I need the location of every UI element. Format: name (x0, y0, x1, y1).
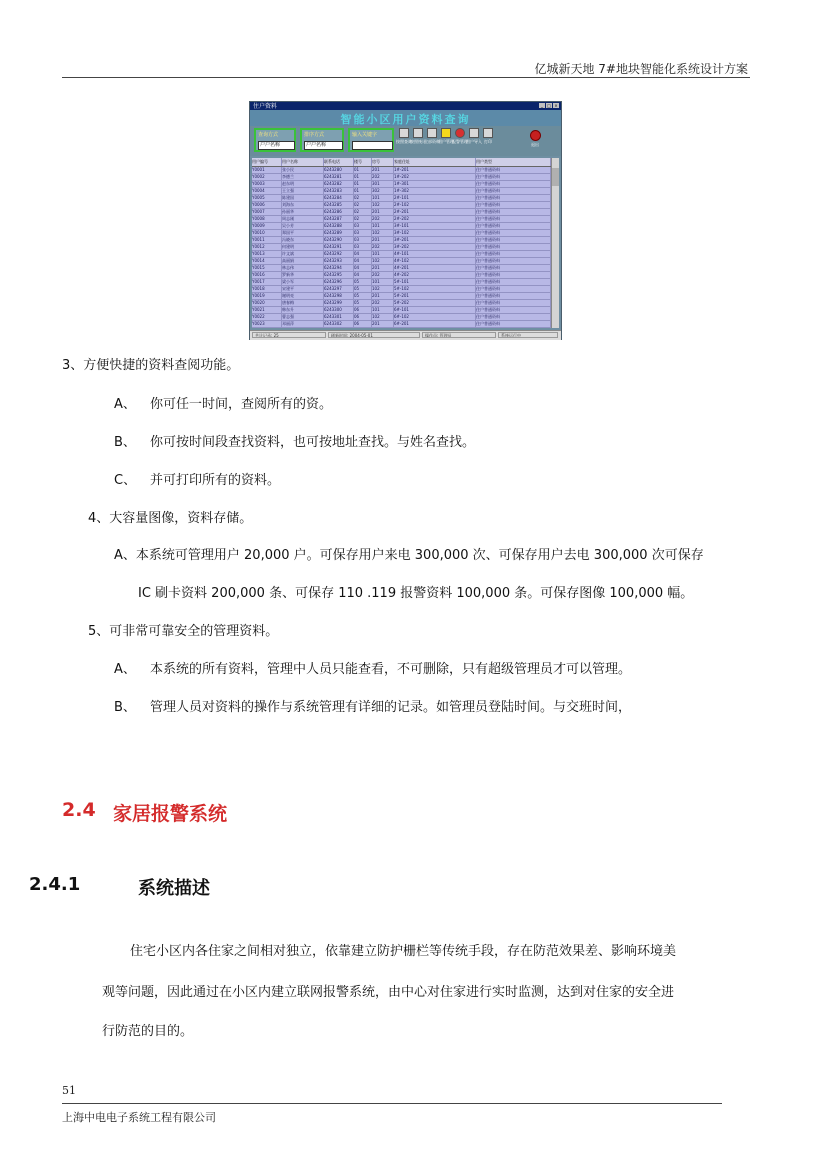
table-cell: 3#-101 (394, 223, 476, 229)
table-cell: 5#-202 (394, 300, 476, 306)
table-row (252, 223, 551, 230)
table-cell: 4#-101 (394, 251, 476, 257)
description-line-2: 观等问题，因此通过在小区内建立联网报警系统，由中心对住家进行实时监测，达到对住家的安全进 (102, 985, 675, 1000)
feature-item-3c-marker: C、 (114, 473, 137, 488)
feature-item-3b-marker: B、 (114, 435, 136, 450)
feature-item-4: 4、大容量图像，资料存储。 (88, 511, 253, 526)
grid-column-header: 家庭住址 (394, 158, 476, 166)
table-cell: 6243287 (324, 216, 354, 222)
table-cell: 住户普通资料 (476, 307, 551, 313)
table-cell: 202 (372, 244, 394, 250)
table-cell: 高丽娟 (282, 258, 324, 264)
app-status-bar (250, 330, 561, 340)
table-cell: 住户普通资料 (476, 174, 551, 180)
table-cell: 6243296 (324, 279, 354, 285)
table-cell: 201 (372, 209, 394, 215)
table-cell: 101 (372, 279, 394, 285)
table-row (252, 314, 551, 321)
description-line-1: 住宅小区内各住家之间相对独立，依靠建立防护栅栏等传统手段，存在防范效果差、影响环境美 (130, 944, 677, 959)
table-cell: 6243284 (324, 195, 354, 201)
table-cell: 05 (354, 286, 372, 292)
table-cell: 03 (354, 230, 372, 236)
table-cell: 301 (372, 181, 394, 187)
table-cell: 周志刚 (282, 216, 324, 222)
feature-item-3b: 你可按时间段查找资料，也可按地址查找。与姓名查找。 (150, 435, 476, 450)
table-cell: 李德兰 (282, 174, 324, 180)
table-cell: 4#-202 (394, 272, 476, 278)
table-cell: 02 (354, 202, 372, 208)
table-cell: Y0014 (252, 258, 282, 264)
warning-icon (441, 128, 451, 138)
table-row (252, 251, 551, 258)
table-cell: 住户普通资料 (476, 216, 551, 222)
app-title-bar (250, 102, 561, 110)
sort-mode-select: 户户名称 (304, 141, 343, 150)
table-cell: 6243298 (324, 293, 354, 299)
table-cell: Y0016 (252, 272, 282, 278)
minimize-icon: _ (541, 103, 543, 108)
table-cell: 住户普通资料 (476, 244, 551, 250)
table-row (252, 174, 551, 181)
table-cell: 宋建平 (282, 286, 324, 292)
table-cell: 曹志强 (282, 314, 324, 320)
table-cell: Y0019 (252, 293, 282, 299)
grid-column-header: 用户编号 (252, 158, 282, 166)
feature-item-3a-marker: A、 (114, 397, 136, 412)
table-cell: 202 (372, 174, 394, 180)
table-cell: Y0022 (252, 314, 282, 320)
table-cell: 102 (372, 314, 394, 320)
table-cell: 2#-201 (394, 209, 476, 215)
feature-item-3a: 你可任一时间，查阅所有的资。 (150, 397, 333, 412)
table-cell: 6#-102 (394, 314, 476, 320)
exit-icon (530, 130, 541, 141)
table-cell: 6243283 (324, 188, 354, 194)
table-cell: Y0002 (252, 174, 282, 180)
table-cell: 住户普通资料 (476, 321, 551, 327)
table-cell: 罗新华 (282, 272, 324, 278)
table-cell: Y0018 (252, 286, 282, 292)
table-cell: 01 (354, 174, 372, 180)
table-cell: 5#-101 (394, 279, 476, 285)
table-cell: 04 (354, 265, 372, 271)
toolbar-button-5: 报警管理 (454, 128, 466, 150)
table-cell: 1#-202 (394, 174, 476, 180)
table-cell: 6243289 (324, 230, 354, 236)
grid-column-header: 联系电话 (324, 158, 354, 166)
query-mode-label: 查询方式 (258, 132, 279, 138)
table-cell: 05 (354, 279, 372, 285)
feature-item-3: 3、方便快捷的资料查阅功能。 (62, 358, 240, 373)
page-number: 51 (62, 1084, 76, 1097)
table-cell: 住户普通资料 (476, 237, 551, 243)
table-cell: 3#-202 (394, 244, 476, 250)
table-cell: 01 (354, 188, 372, 194)
table-cell: Y0005 (252, 195, 282, 201)
table-cell: Y0021 (252, 307, 282, 313)
description-line-3: 行防范的目的。 (102, 1024, 194, 1039)
table-cell: 1#-302 (394, 188, 476, 194)
table-cell: 住户普通资料 (476, 279, 551, 285)
table-cell: Y0006 (252, 202, 282, 208)
footer-company: 上海中电电子系统工程有限公司 (62, 1111, 216, 1124)
table-cell: 住户普通资料 (476, 167, 551, 173)
table-cell: 01 (354, 167, 372, 173)
table-cell: 6243300 (324, 307, 354, 313)
exit-button: 退出 (528, 130, 542, 150)
table-row (252, 307, 551, 314)
table-cell: 06 (354, 307, 372, 313)
table-cell: 06 (354, 321, 372, 327)
app-window-controls (539, 103, 559, 108)
keyword-group (348, 128, 394, 152)
scrollbar-thumb (552, 168, 559, 186)
table-cell: 住户普通资料 (476, 251, 551, 257)
table-cell: 住户普通资料 (476, 300, 551, 306)
table-cell: Y0009 (252, 223, 282, 229)
table-cell: 住户普通资料 (476, 293, 551, 299)
feature-item-5a-marker: A、 (114, 662, 136, 677)
document-icon (427, 128, 437, 138)
table-cell: Y0017 (252, 279, 282, 285)
table-cell: 6243292 (324, 251, 354, 257)
status-segment-3: 操作员: 管理员 (422, 332, 496, 338)
table-row (252, 293, 551, 300)
feature-item-5a: 本系统的所有资料，管理中人员只能查看，不可删除，只有超级管理员才可以管理。 (150, 662, 632, 677)
feature-item-3c: 并可打印所有的资料。 (150, 473, 281, 488)
table-cell: 02 (354, 195, 372, 201)
records-grid-header (252, 158, 551, 167)
table-cell: 住户普通资料 (476, 181, 551, 187)
table-cell: 1#-301 (394, 181, 476, 187)
stop-icon (455, 128, 465, 138)
table-cell: 6243286 (324, 209, 354, 215)
maximize-icon: □ (547, 103, 551, 108)
table-row (252, 258, 551, 265)
table-row (252, 279, 551, 286)
table-cell: 04 (354, 251, 372, 257)
table-row (252, 216, 551, 223)
table-cell: Y0010 (252, 230, 282, 236)
table-cell: Y0003 (252, 181, 282, 187)
table-row (252, 188, 551, 195)
table-cell: 孙丽华 (282, 209, 324, 215)
table-cell: Y0001 (252, 167, 282, 173)
subsection-title: 系统描述 (138, 878, 210, 899)
table-cell: 唐春梅 (282, 300, 324, 306)
table-cell: 202 (372, 300, 394, 306)
table-cell: 张小民 (282, 167, 324, 173)
table-cell: 4#-201 (394, 265, 476, 271)
table-cell: 6243301 (324, 314, 354, 320)
table-row (252, 209, 551, 216)
table-cell: 202 (372, 216, 394, 222)
grid-column-header: 楼号 (354, 158, 372, 166)
feature-item-4a-line1: A、本系统可管理用户 20,000 户。可保存用户来电 300,000 次、可保存用户去电 300,000 次可保存 (114, 548, 704, 563)
table-cell: 住户普通资料 (476, 258, 551, 264)
table-cell: 03 (354, 237, 372, 243)
table-row (252, 167, 551, 174)
table-cell: Y0011 (252, 237, 282, 243)
table-cell: Y0023 (252, 321, 282, 327)
table-row (252, 300, 551, 307)
table-cell: 许文斌 (282, 251, 324, 257)
toolbar-button-2: 按照统计 (412, 128, 424, 150)
table-cell: 王立强 (282, 188, 324, 194)
table-cell: 2#-202 (394, 216, 476, 222)
table-cell: Y0007 (252, 209, 282, 215)
table-cell: Y0015 (252, 265, 282, 271)
table-cell: 吴小芳 (282, 223, 324, 229)
table-cell: 住户普通资料 (476, 209, 551, 215)
app-window-title: 住户资料 (253, 103, 278, 110)
table-cell: 6243280 (324, 167, 354, 173)
table-cell: 住户普通资料 (476, 265, 551, 271)
print-icon (483, 128, 493, 138)
table-row (252, 265, 551, 272)
table-cell: 6243291 (324, 244, 354, 250)
table-cell: 101 (372, 223, 394, 229)
grid-column-header: 用户名称 (282, 158, 324, 166)
table-cell: 03 (354, 244, 372, 250)
table-cell: Y0013 (252, 251, 282, 257)
feature-item-5b: 管理人员对资料的操作与系统管理有详细的记录。如管理员登陆时间。与交班时间， (150, 700, 632, 715)
table-cell: 1#-201 (394, 167, 476, 173)
feature-item-4a-line2: IC 刷卡资料 200,000 条、可保存 110 .119 报警资料 100,000 条。可保存图像 100,000 幅。 (138, 586, 694, 601)
table-cell: 03 (354, 223, 372, 229)
header-divider (62, 77, 750, 78)
section-number: 2.4 (62, 799, 96, 821)
table-cell: 林志伟 (282, 265, 324, 271)
table-cell: 05 (354, 293, 372, 299)
table-cell: 2#-102 (394, 202, 476, 208)
status-segment-2: 刷新时间: 2004-05-01 (328, 332, 420, 338)
table-cell: 2#-101 (394, 195, 476, 201)
table-row (252, 272, 551, 279)
table-cell: 梁小军 (282, 279, 324, 285)
sort-mode-label: 排序方式 (304, 132, 325, 138)
resident-records-screenshot (249, 101, 562, 340)
feature-item-5b-marker: B、 (114, 700, 136, 715)
import-icon (469, 128, 479, 138)
table-cell: 何建明 (282, 244, 324, 250)
table-cell: 01 (354, 181, 372, 187)
table-cell: 邓丽萍 (282, 321, 324, 327)
app-toolbar (250, 126, 561, 156)
subsection-number: 2.4.1 (29, 874, 81, 895)
table-cell: 住户普通资料 (476, 230, 551, 236)
table-cell: 201 (372, 265, 394, 271)
table-cell: 6#-201 (394, 321, 476, 327)
table-row (252, 230, 551, 237)
table-cell: 5#-102 (394, 286, 476, 292)
status-segment-1: 共计记录: 25 (252, 332, 326, 338)
table-cell: 住户普通资料 (476, 286, 551, 292)
table-cell: 住户普通资料 (476, 195, 551, 201)
table-cell: 02 (354, 209, 372, 215)
table-cell: 赵东明 (282, 181, 324, 187)
status-segment-4: 系统运行中 (498, 332, 558, 338)
table-cell: 刘海东 (282, 202, 324, 208)
table-cell: 4#-102 (394, 258, 476, 264)
table-cell: 6243293 (324, 258, 354, 264)
table-cell: 6243302 (324, 321, 354, 327)
table-cell: 102 (372, 230, 394, 236)
table-cell: 02 (354, 216, 372, 222)
table-cell: Y0012 (252, 244, 282, 250)
query-mode-group (254, 128, 296, 152)
table-cell: 5#-201 (394, 293, 476, 299)
table-cell: 102 (372, 258, 394, 264)
sort-mode-group (300, 128, 344, 152)
grid-column-header: 房号 (372, 158, 394, 166)
running-header-title: 亿城新天地 7#地块智能化系统设计方案 (534, 62, 748, 76)
table-cell: 201 (372, 237, 394, 243)
table-cell: 谢明亮 (282, 293, 324, 299)
table-cell: 302 (372, 188, 394, 194)
table-cell: 陈建国 (282, 195, 324, 201)
table-cell: 04 (354, 258, 372, 264)
records-grid-body (252, 167, 551, 328)
table-cell: 6243288 (324, 223, 354, 229)
table-cell: 住户普通资料 (476, 202, 551, 208)
table-cell: 6243282 (324, 181, 354, 187)
table-cell: 06 (354, 314, 372, 320)
table-cell: 102 (372, 286, 394, 292)
table-cell: 3#-201 (394, 237, 476, 243)
query-mode-select: 户户名称 (258, 141, 295, 150)
table-cell: 6243285 (324, 202, 354, 208)
table-cell: 冯晓东 (282, 237, 324, 243)
table-cell: 6243281 (324, 174, 354, 180)
table-cell: 101 (372, 195, 394, 201)
feature-item-5: 5、可非常可靠安全的管理资料。 (88, 624, 279, 639)
table-cell: 6243295 (324, 272, 354, 278)
table-row (252, 321, 551, 328)
table-cell: 101 (372, 251, 394, 257)
table-cell: 202 (372, 272, 394, 278)
table-cell: 05 (354, 300, 372, 306)
table-cell: 102 (372, 202, 394, 208)
table-cell: 6243297 (324, 286, 354, 292)
binoculars-icon (413, 128, 423, 138)
table-cell: 郑国平 (282, 230, 324, 236)
table-cell: 6243299 (324, 300, 354, 306)
table-cell: 韩东升 (282, 307, 324, 313)
keyword-label: 输入关键字 (352, 132, 378, 138)
table-cell: 201 (372, 167, 394, 173)
table-cell: Y0020 (252, 300, 282, 306)
table-cell: 04 (354, 272, 372, 278)
table-cell: 6243290 (324, 237, 354, 243)
app-banner-title: 智能小区用户资料查询 (340, 113, 471, 126)
grid-icon (399, 128, 409, 138)
table-cell: 6#-101 (394, 307, 476, 313)
footer-divider (62, 1103, 722, 1104)
table-cell: 住户普通资料 (476, 272, 551, 278)
table-cell: 101 (372, 307, 394, 313)
toolbar-button-4: 用户管理 (440, 128, 452, 150)
table-row (252, 195, 551, 202)
table-cell: Y0008 (252, 216, 282, 222)
table-cell: 住户普通资料 (476, 223, 551, 229)
table-row (252, 237, 551, 244)
close-icon: × (554, 103, 558, 108)
app-banner (250, 110, 561, 126)
toolbar-buttons (398, 128, 524, 152)
section-title: 家居报警系统 (113, 803, 228, 825)
table-row (252, 181, 551, 188)
table-row (252, 244, 551, 251)
table-row (252, 202, 551, 209)
toolbar-button-7: 打印 (482, 128, 494, 150)
toolbar-button-3: 全部资料 (426, 128, 438, 150)
records-scrollbar (551, 158, 559, 328)
grid-column-header: 用户类型 (476, 158, 551, 166)
toolbar-button-6: 用户导入 (468, 128, 480, 150)
records-grid (252, 158, 551, 328)
table-cell: 住户普通资料 (476, 188, 551, 194)
table-cell: 6243294 (324, 265, 354, 271)
table-cell: 3#-102 (394, 230, 476, 236)
table-cell: 201 (372, 293, 394, 299)
table-row (252, 286, 551, 293)
keyword-input (352, 141, 393, 150)
table-cell: 住户普通资料 (476, 314, 551, 320)
table-cell: Y0004 (252, 188, 282, 194)
table-cell: 201 (372, 321, 394, 327)
toolbar-button-1: 按照查询 (398, 128, 410, 150)
